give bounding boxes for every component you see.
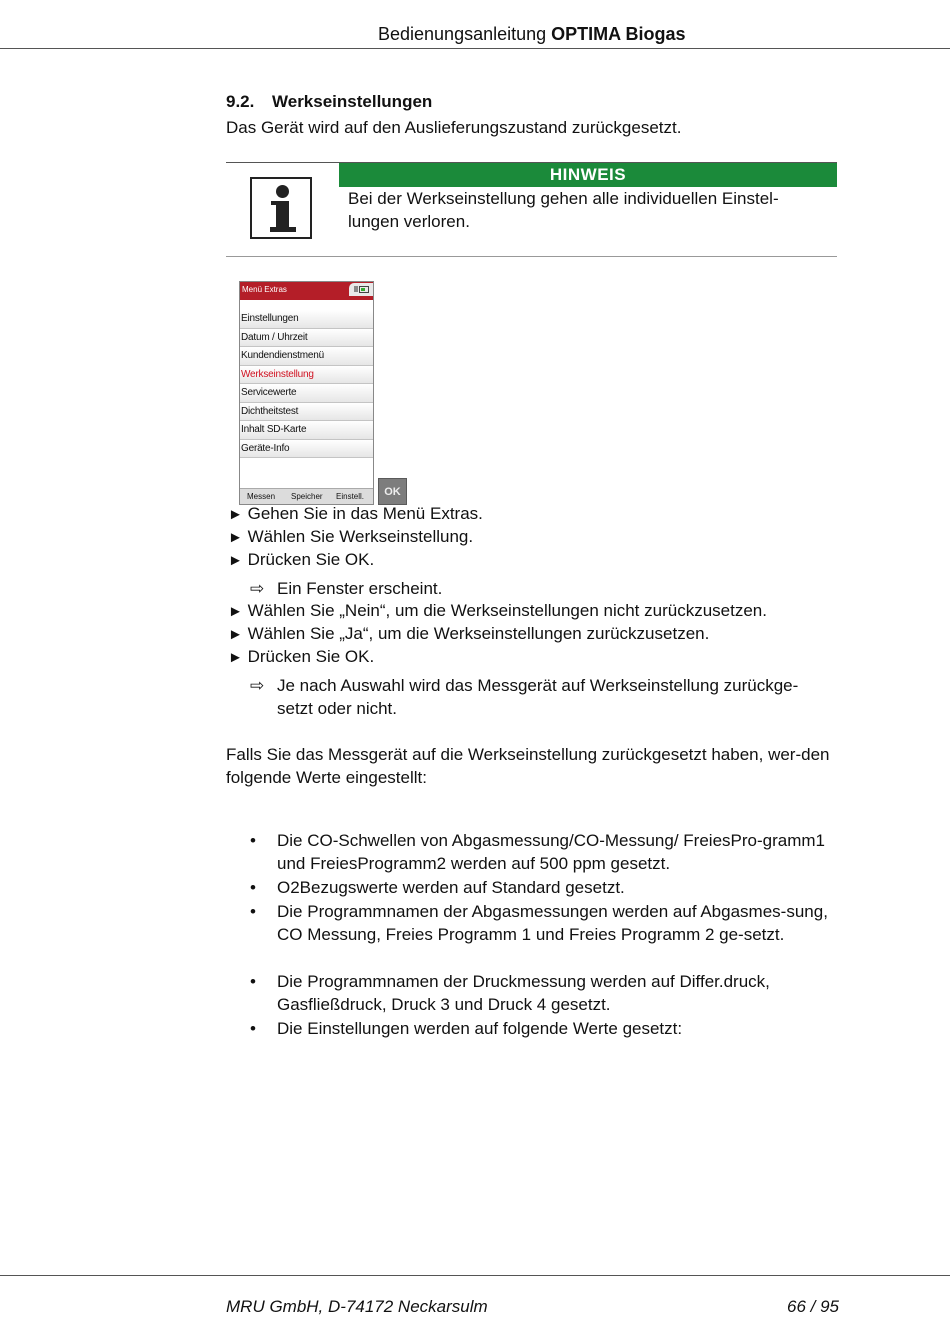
ok-button[interactable]: OK	[378, 478, 407, 505]
device-menu-item[interactable]: Servicewerte	[240, 384, 373, 403]
device-menu-item[interactable]: Inhalt SD-Karte	[240, 421, 373, 440]
bullet-text: Die Einstellungen werden auf folgende Werte gesetzt:	[277, 1019, 683, 1038]
step-text: Wählen Sie „Nein“, um die Werkseinstellungen nicht zurückzusetzen.	[247, 601, 767, 620]
step-item: ► Wählen Sie „Ja“, um die Werkseinstellungen zurückzusetzen.	[228, 624, 710, 643]
note-text: Bei der Werkseinstellung gehen alle individuellen Einstel-lungen verloren.	[348, 189, 779, 231]
page-header	[0, 22, 950, 49]
result-text: Je nach Auswahl wird das Messgerät auf Werkseinstellung zurückge-setzt oder nicht.	[277, 676, 799, 718]
device-screen	[239, 281, 374, 505]
title-underline	[240, 298, 373, 300]
device-menu-item[interactable]: Kundendienstmenü	[240, 347, 373, 366]
arrow-icon: ⇨	[250, 579, 265, 598]
step-text: Wählen Sie Werkseinstellung.	[247, 527, 474, 546]
header-title	[378, 24, 686, 45]
battery-icon	[359, 286, 369, 293]
step-text: Gehen Sie in das Menü Extras.	[247, 504, 483, 523]
footer-page-number: 66 / 95	[787, 1297, 839, 1316]
device-softkeys	[240, 488, 373, 504]
header-prefix: Bedienungsanleitung	[378, 24, 552, 44]
device-menu-item[interactable]: Datum / Uhrzeit	[240, 329, 373, 348]
info-icon	[250, 177, 312, 239]
step-text: Drücken Sie OK.	[247, 550, 375, 569]
section-heading	[226, 92, 432, 112]
step-item: ► Drücken Sie OK.	[228, 647, 375, 666]
bullet-text: Die Programmnamen der Abgasmessungen werden auf Abgasmes-sung, CO Messung, Freies Programm 1 und Freies Programm 2 ge-setzt.	[277, 902, 828, 944]
arrow-icon: ⇨	[250, 676, 265, 695]
signal-icon	[354, 286, 358, 292]
hinweis-banner: HINWEIS	[339, 163, 837, 187]
values-paragraph: Falls Sie das Messgerät auf die Werkseinstellung zurückgesetzt haben, wer-den folgende Werte eingestellt:	[226, 745, 830, 787]
softkey-einstell[interactable]: Einstell.	[336, 492, 365, 501]
device-menu-item[interactable]: Einstellungen	[240, 310, 373, 329]
device-menu-item[interactable]: Geräte-Info	[240, 440, 373, 459]
device-title: Menü Extras	[242, 285, 287, 294]
device-menu-list	[240, 310, 373, 458]
header-product: OPTIMA Biogas	[551, 24, 686, 44]
softkey-messen[interactable]: Messen	[247, 492, 276, 501]
note-bottom-rule	[226, 256, 837, 257]
intro-text: Das Gerät wird auf den Auslieferungszustand zurückgesetzt.	[226, 118, 682, 137]
step-item: ► Wählen Sie Werkseinstellung.	[228, 527, 474, 546]
result-text: Ein Fenster erscheint.	[277, 579, 443, 598]
device-menu-item[interactable]: Werkseinstellung	[240, 366, 373, 385]
bullet-text: O2Bezugswerte werden auf Standard gesetzt.	[277, 878, 625, 897]
section-number: 9.2.	[226, 92, 255, 111]
bullet-text: Die CO-Schwellen von Abgasmessung/CO-Messung/ FreiesPro-gramm1 und FreiesProgramm2 werden auf 500 ppm gesetzt.	[277, 831, 825, 873]
device-menu-item[interactable]: Dichtheitstest	[240, 403, 373, 422]
step-item: ► Gehen Sie in das Menü Extras.	[228, 504, 483, 523]
footer-company: MRU GmbH, D-74172 Neckarsulm	[226, 1297, 488, 1316]
step-text: Drücken Sie OK.	[247, 647, 375, 666]
step-text: Wählen Sie „Ja“, um die Werkseinstellungen zurückzusetzen.	[247, 624, 710, 643]
step-item: ► Drücken Sie OK.	[228, 550, 375, 569]
step-item: ► Wählen Sie „Nein“, um die Werkseinstellungen nicht zurückzusetzen.	[228, 601, 767, 620]
footer-rule	[0, 1275, 950, 1276]
bullet-text: Die Programmnamen der Druckmessung werden auf Differ.druck, Gasfließdruck, Druck 3 und Druck 4 gesetzt.	[277, 972, 770, 1014]
softkey-speicher[interactable]: Speicher	[291, 492, 323, 501]
device-title-bar	[240, 282, 373, 298]
section-title: Werkseinstellungen	[272, 92, 433, 111]
